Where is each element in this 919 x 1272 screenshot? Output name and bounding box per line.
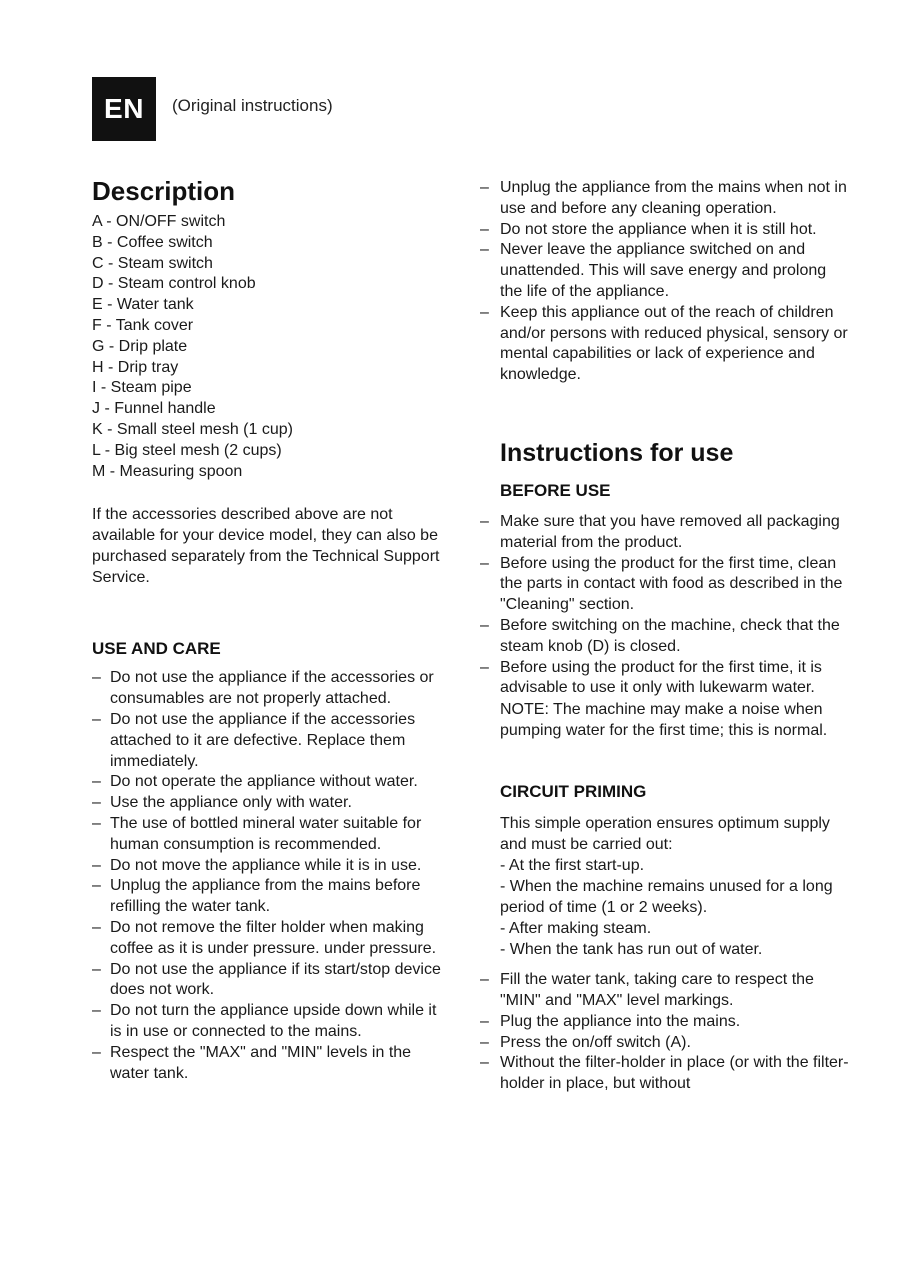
list-item: J - Funnel handle: [92, 400, 216, 418]
list-item: – Do not use the appliance if the accessories attached to it are defective. Replace them immediately.: [92, 710, 442, 772]
list-item: - When the machine remains unused for a long period of time (1 or 2 weeks).: [500, 878, 833, 917]
left-column: [92, 176, 442, 1084]
list-item: H - Drip tray: [92, 358, 179, 376]
list-item: – Use the appliance only with water.: [92, 793, 442, 814]
right-column: [480, 178, 850, 1095]
list-item: – Before using the product for the first time, it is advisable to use it only with lukewarm water.: [480, 658, 850, 700]
list-item: – Do not turn the appliance upside down while it is in use or connected to the mains.: [92, 1001, 442, 1043]
list-item: – Do not use the appliance if the accessories or consumables are not properly attached.: [92, 668, 442, 710]
list-item: - After making steam.: [500, 920, 652, 938]
list-item: F - Tank cover: [92, 316, 194, 334]
list-item: – Keep this appliance out of the reach of children and/or persons with reduced physical, sensory or mental capabilities or lack of experience and knowledge.: [480, 303, 850, 386]
list-item: – Without the filter-holder in place (or with the filter-holder in place, but without: [480, 1053, 850, 1095]
list-item: – Make sure that you have removed all packaging material from the product.: [480, 512, 850, 554]
list-item: E - Water tank: [92, 296, 194, 314]
list-item: L - Big steel mesh (2 cups): [92, 441, 282, 459]
list-item: – Press the on/off switch (A).: [480, 1033, 850, 1054]
use-and-care-continued-list: [480, 178, 850, 386]
list-item: D - Steam control knob: [92, 275, 256, 293]
list-item: G - Drip plate: [92, 337, 188, 355]
list-item: M - Measuring spoon: [92, 462, 243, 480]
before-use-title: BEFORE USE: [500, 480, 611, 500]
list-item: – Fill the water tank, taking care to respect the "MIN" and "MAX" level markings.: [480, 970, 850, 1012]
list-item: – Before using the product for the first time, clean the parts in contact with food as described in the "Cleaning" section.: [480, 554, 850, 616]
circuit-priming-steps: [480, 970, 850, 1095]
list-item: – Do not store the appliance when it is still hot.: [480, 220, 850, 241]
before-use-list: [480, 512, 850, 699]
accessories-note: If the accessories described above are not available for your device model, they can also be purchased separately from the Technical Support Service.: [92, 506, 440, 587]
circuit-priming-cases: [480, 855, 850, 960]
list-item: – Do not remove the filter holder when making coffee as it is under pressure. under pressure.: [92, 918, 442, 960]
list-item: – Before switching on the machine, check that the steam knob (D) is closed.: [480, 616, 850, 658]
description-title: Description: [92, 176, 236, 206]
circuit-priming-intro: This simple operation ensures optimum supply and must be carried out:: [500, 815, 830, 854]
parts-list: [92, 212, 442, 482]
list-item: – Never leave the appliance switched on and unattended. This will save energy and prolong the life of the appliance.: [480, 240, 850, 302]
original-instructions-note: (Original instructions): [172, 96, 333, 115]
list-item: C - Steam switch: [92, 254, 213, 272]
list-item: – The use of bottled mineral water suitable for human consumption is recommended.: [92, 814, 442, 856]
list-item: – Do not operate the appliance without water.: [92, 772, 442, 793]
list-item: – Respect the "MAX" and "MIN" levels in the water tank.: [92, 1043, 442, 1085]
list-item: A - ON/OFF switch: [92, 213, 226, 230]
list-item: – Do not move the appliance while it is in use.: [92, 856, 442, 877]
circuit-priming-title: CIRCUIT PRIMING: [500, 782, 647, 802]
list-item: - At the first start-up.: [500, 857, 645, 875]
before-use-note: NOTE: The machine may make a noise when pumping water for the first time; this is normal.: [500, 701, 828, 740]
list-item: - When the tank has run out of water.: [500, 941, 763, 959]
instructions-title: Instructions for use: [500, 438, 734, 467]
list-item: – Unplug the appliance from the mains when not in use and before any cleaning operation.: [480, 178, 850, 220]
list-item: K - Small steel mesh (1 cup): [92, 420, 293, 438]
use-and-care-title: USE AND CARE: [92, 639, 221, 659]
language-badge: EN: [92, 77, 156, 141]
list-item: – Plug the appliance into the mains.: [480, 1012, 850, 1033]
list-item: – Unplug the appliance from the mains before refilling the water tank.: [92, 876, 442, 918]
list-item: B - Coffee switch: [92, 233, 213, 251]
list-item: I - Steam pipe: [92, 379, 192, 397]
list-item: – Do not use the appliance if its start/stop device does not work.: [92, 960, 442, 1002]
use-and-care-list: [92, 668, 442, 1084]
